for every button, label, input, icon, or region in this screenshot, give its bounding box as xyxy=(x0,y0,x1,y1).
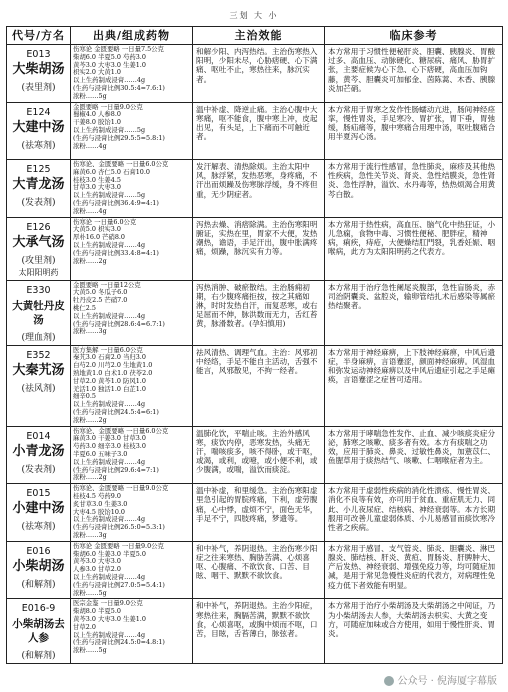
table-row xyxy=(7,599,503,664)
code-cell xyxy=(7,599,71,664)
formula-code: E352 xyxy=(26,349,51,361)
formula-name: 大承气汤 xyxy=(12,234,65,250)
formula-name: 大秦艽汤 xyxy=(12,362,65,378)
formula-composition: 伤寒论、金匮要略 一日量9.0公克 桂枝4.5 芍药9.0 炙甘草3.0 生姜3.0 大枣4.5 胶饴10.0 以上生药制成浸膏……4g (生药与浸膏比例26.5:0=5.3:1) 浓粉……3g xyxy=(71,484,193,542)
clinical-reference: 本方常用于虚弱性疾病的消化性溃疡、慢性胃炎、消化不良等有效，亦可用于贫血、重症肌无力、同此、小儿夜尿症、结核病、神经衰弱等。本方长期服用可改善儿童虚弱体质、小儿易感冒而痰饮寒冷性者之疾病。 xyxy=(325,484,503,542)
code-cell xyxy=(7,160,71,218)
formula-note: 太阳阳明药 xyxy=(18,267,59,277)
code-cell xyxy=(7,45,71,103)
formula-composition: 伤寒论、金匮要略 一日量6.0公克 麻黄3.0 干姜3.0 甘草3.0 芍药3.0 细辛3.0 桂枝3.0 半夏6.0 五味子3.0 以上生药制成浸膏……4g (生药与浸膏比例29.6:4=7:1) 浓粉……2g xyxy=(71,426,193,484)
formula-table xyxy=(6,26,503,664)
formula-code: E124 xyxy=(26,106,51,118)
formula-name: 大建中汤 xyxy=(12,119,65,135)
formula-effect: 温肺化饮，平喘止咳。主治外感风寒，痰饮内停，恶寒发热，头痛无汗，喘咳痰多，咳不得卧，或干呕，或渴，或利，或噎，或小便不利，或少腹满，或喘，溢饮而痰淀。 xyxy=(193,426,325,484)
formula-name: 大青龙汤 xyxy=(12,177,65,193)
clinical-reference: 本方常用于哮喘急性发作、止血、减少咳痰炎症分泌，肺寒之咳嗽、痰多者有效。本方有痰喘之功效，应用于肺炎、鼻炎、过敏性鼻炎，加薏苡仁、鱼腥草用于痰热结气、咳嗽、仁咽喉症者为主。 xyxy=(325,426,503,484)
formula-code: E016-9 xyxy=(21,603,56,615)
page-header: 三划 大 小 xyxy=(229,11,279,20)
formula-composition: 金匮要略 一日量12公克 大黄5.0 冬瓜子6.0 牡丹皮2.5 芒硝7.0 桃仁2.5 以上生药制成浸膏……4g (生药与浸膏比例28.6:4=6.7:1) 浓粉……3g xyxy=(71,280,193,345)
formula-name: 大柴胡汤 xyxy=(12,62,65,77)
formula-category: (祛寒剂) xyxy=(21,140,56,151)
formula-effect: 祛风清热、调理气血。主治：风邪初中经络，手足不能自主活动，舌强不能言，风邪散见，不拘一经者。 xyxy=(193,345,325,426)
formula-effect: 温中补虚、降逆止痛。主治心腹中大寒痛，呕不能食，腹中寒上冲，皮起出见，有头足，上下痛而不可触近者。 xyxy=(193,102,325,160)
code-cell xyxy=(7,426,71,484)
formula-composition: 伤寒论 一日量6.0公克 大黄5.0 枳实3.0 厚朴16.0 芒硝8.0 以上生药制成浸膏……4g (生药与浸膏比例33.4:8=4:1) 浓粉……2g xyxy=(71,217,193,280)
formula-code: E014 xyxy=(26,430,51,442)
clinical-reference: 本方常用于胃寒之发作性肠蠕动亢进，肠间神经痉挛，慢性胃炎，手足寒冷、胃扩张，胃下垂，胃弛缓，肠疝痛等，腹中寒痛合用理中汤，呕吐腹痛合用半夏泻心汤。 xyxy=(325,102,503,160)
clinical-reference: 本方常用于感冒、支气管炎、肺炎、胆囊炎、淋巴腺炎、肺结核、肝炎、黄疸、胃肠炎、肝脾肿大、产后发热、神经衰弱、增强免疫力等，均可随症加减，是用于常见急慢性炎症的代表方，对病理性免疫力低下者效能有明显。 xyxy=(325,541,503,599)
table-row xyxy=(7,541,503,599)
clinical-reference: 本方常用于习惯性便秘肝炎、胆囊、胰腺炎、胃酸过多、高血压、动脉硬化、糖尿病、痛风、胁胃扩张，主要症候为心下急、心下痞硬，高血压加钩藤，黄芩、胆囊炎可加郁金、茵陈蒿、木香、胰腺炎加芒硝。 xyxy=(325,45,503,103)
formula-category: (和解剂) xyxy=(21,579,56,590)
clinical-reference: 本方常用于治疗小柴胡汤及大柴胡汤之中间证，乃为小柴胡汤去人参，大柴胡汤去枳实、大黄之变方，可随症加味或合方使用，如用于慢性肝炎、胃炎。 xyxy=(325,599,503,664)
formula-composition: 伤寒论 金匮要略 一日量9.0公克 柴胡6.0 生姜3.0 半夏5.0 黄芩3.0 大枣3.0 人参3.0 甘草2.0 以上生药制成浸膏……4g (生药与浸膏比例27.0:5=5.4:1) 浓粉……5g xyxy=(71,541,193,599)
column-header-formula: 出典/组成药物 xyxy=(71,27,193,45)
formula-composition: 伤寒论 金匮要略 一日量7.5公克 柴胡6.0 半夏5.0 芍药3.0 黄芩3.0 大枣3.0 生姜1.0 枳实2.0 大黄1.0 以上生药制成浸膏……4g (生药与浸膏比例30.5:4=7.6:1) 浓粉……5g xyxy=(71,45,193,103)
formula-effect: 和解少阳、内泻热结。主治伤寒热入阳明，少阳未尽，心胁痞硬、心下满痛、呕吐不止，寒热往来，脉沉实者。 xyxy=(193,45,325,103)
clinical-reference: 本方常用于热性病，高血压、脑气化中热狂证，小儿急痫，食物中毒、习惯性便秘、肥胖症，精神病，痢疾，痔疮，大便燥结肛門裂，乳香妊娠、咽喉病，此方为太阳阳明药之代表方。 xyxy=(325,217,503,280)
formula-composition: 伤寒论、金匮要略 一日量6.0公克 麻黄6.0 杏仁5.0 石膏10.0 桂枝3.0 生姜4.5 甘草3.0 大枣3.0 以上生药制成浸膏……5g (生药与浸膏比例36.4:9=4:1) 浓粉……4g xyxy=(71,160,193,218)
formula-name: 小建中汤 xyxy=(12,501,65,517)
formula-effect: 泻热去燥、消痞除满。主治伤寒阳明腑证，实热在里，胃家不大便，发热潮热，谵语，手足汗出，腹中胀满疼痛，烦躁，脉沉实有力等。 xyxy=(193,217,325,280)
table-row xyxy=(7,484,503,542)
clinical-reference: 本方常用于神经麻痹，上下肢神经麻痹，中风后遗症，半身麻痹，言语蹇涩，颜面神经麻痹。风湿血和弥发运动神经麻痹以及中风后遗症引起之手足瘫痪，言语蹇涩之症皆可适用。 xyxy=(325,345,503,426)
formula-name: 小柴胡汤 xyxy=(12,558,65,574)
code-cell xyxy=(7,541,71,599)
formula-category: (发表剂) xyxy=(21,198,56,209)
formula-category: (祛风剂) xyxy=(21,383,56,394)
table-row xyxy=(7,217,503,280)
watermark xyxy=(381,671,500,688)
formula-effect: 和中补气，养阴退热。主治少阳症，寒热往来，胸膈苦满，默默不欲饮食，心烦喜呕，或胸中烦而不呕，口苦，目眩，舌苔薄白，脉弦者。 xyxy=(193,599,325,664)
formula-effect: 和中补气，养阴退热。主治伤寒少阳症之往来寒热、胸胁苦满、心烦喜呕、心腹痛、不欲饮食、口苦、目眩、咽干、默默不欲饮食。 xyxy=(193,541,325,599)
formula-effect: 发汗解表、清热除烦。主治太阳中风，脉浮紧，发热恶寒，身疼痛，不汗出而烦躁及伤寒脉浮缓，身不疼但重，无少阴症者。 xyxy=(193,160,325,218)
formula-code: E125 xyxy=(26,164,51,176)
code-cell xyxy=(7,217,71,280)
table-row xyxy=(7,45,503,103)
column-header-code: 代号/方名 xyxy=(7,27,71,45)
formula-composition: 金匮要略 一日量9.0公克 蜀椒4.0 人参8.0 干姜8.0 胶饴1.0 以上生药制成浸膏……5g (生药与浸膏比例29.5:5=5.8:1) 浓粉……4g xyxy=(71,102,193,160)
code-cell xyxy=(7,345,71,426)
formula-effect: 温中补虚，和里缓急。主治伤寒阳虚里急引起的胃脘疼痛，下利，虚劳腹痛，心中悸，虚烦不宁，面色无华，手足不宁，四肢疼痛，梦遗等。 xyxy=(193,484,325,542)
formula-code: E015 xyxy=(26,488,51,500)
formula-category: (祛寒剂) xyxy=(21,522,56,533)
table-row xyxy=(7,280,503,345)
table-row xyxy=(7,102,503,160)
formula-code: E330 xyxy=(26,284,51,296)
table-header-row xyxy=(7,27,503,45)
code-cell xyxy=(7,102,71,160)
column-header-clinic: 临床参考 xyxy=(325,27,503,45)
code-cell xyxy=(7,484,71,542)
formula-composition: 医方集解 一日量6.0公克 秦艽3.0 石膏2.0 当归3.0 白芍2.0 川芎2.0 生地黄1.0 熟地黄1.0 白术1.0 茯苓2.0 甘草2.0 黄芩1.0 防风1.0 羌活1.0 独活1.0 白芷1.0 细辛0.5 以上生药制成浸膏……4g (生药与浸膏比例24.5:4=6:1) 浓粉……2g xyxy=(71,345,193,426)
formula-effect: 泻热消肿、破瘀散结。主治肠痈初期，右少腹疼痛拒按，按之其痛如淋，时时发热自汗，而复恶寒，或右足屈而不伸，脉洪数而无力，舌红苔黄，脉滑数者。(孕妇慎用) xyxy=(193,280,325,345)
column-header-effect: 主治效能 xyxy=(193,27,325,45)
formula-name: 小柴胡汤去人参 xyxy=(12,618,65,645)
watermark-text: 公众号 · 倪海厦字幕版 xyxy=(397,676,497,687)
formula-code: E013 xyxy=(26,49,51,60)
formula-code: E126 xyxy=(26,221,51,233)
table-row xyxy=(7,426,503,484)
formula-composition: 医宗金鉴 一日量9.0公克 柴胡8.0 半夏5.0 黄芩3.0 大枣3.0 生姜1.0 甘草2.0 以上生药制成浸膏……4g (生药与浸膏比例24.5:0=4.8:1) 浓粉……5g xyxy=(71,599,193,664)
table-row xyxy=(7,160,503,218)
clinical-reference: 本方常用于流行性感冒，急性肺炎，麻疹及其他热性疾病，急性关节炎、肾炎、急性结膜炎，急性肾炎、急性浮肿，溢饮、水丹毒等，热热烦渴合用黄芩白散。 xyxy=(325,160,503,218)
clinical-reference: 本方常用于治疗急性阑尾炎腹部，急性盲肠炎，赤司治阴囊炎、盆腔炎，输卵管结扎术后感染等属瘀热结聚者。 xyxy=(325,280,503,345)
table-row xyxy=(7,345,503,426)
formula-name: 小青龙汤 xyxy=(12,443,65,459)
formula-category: (理血剂) xyxy=(21,332,56,343)
formula-code: E016 xyxy=(26,545,51,557)
formula-category: (表里剂) xyxy=(21,83,56,93)
formula-category: (攻里剂) xyxy=(21,255,56,266)
formula-category: (和解剂) xyxy=(21,651,56,662)
formula-name: 大黄牡丹皮汤 xyxy=(12,299,65,326)
wechat-icon xyxy=(384,676,394,686)
code-cell xyxy=(7,280,71,345)
formula-category: (发表剂) xyxy=(21,464,56,475)
